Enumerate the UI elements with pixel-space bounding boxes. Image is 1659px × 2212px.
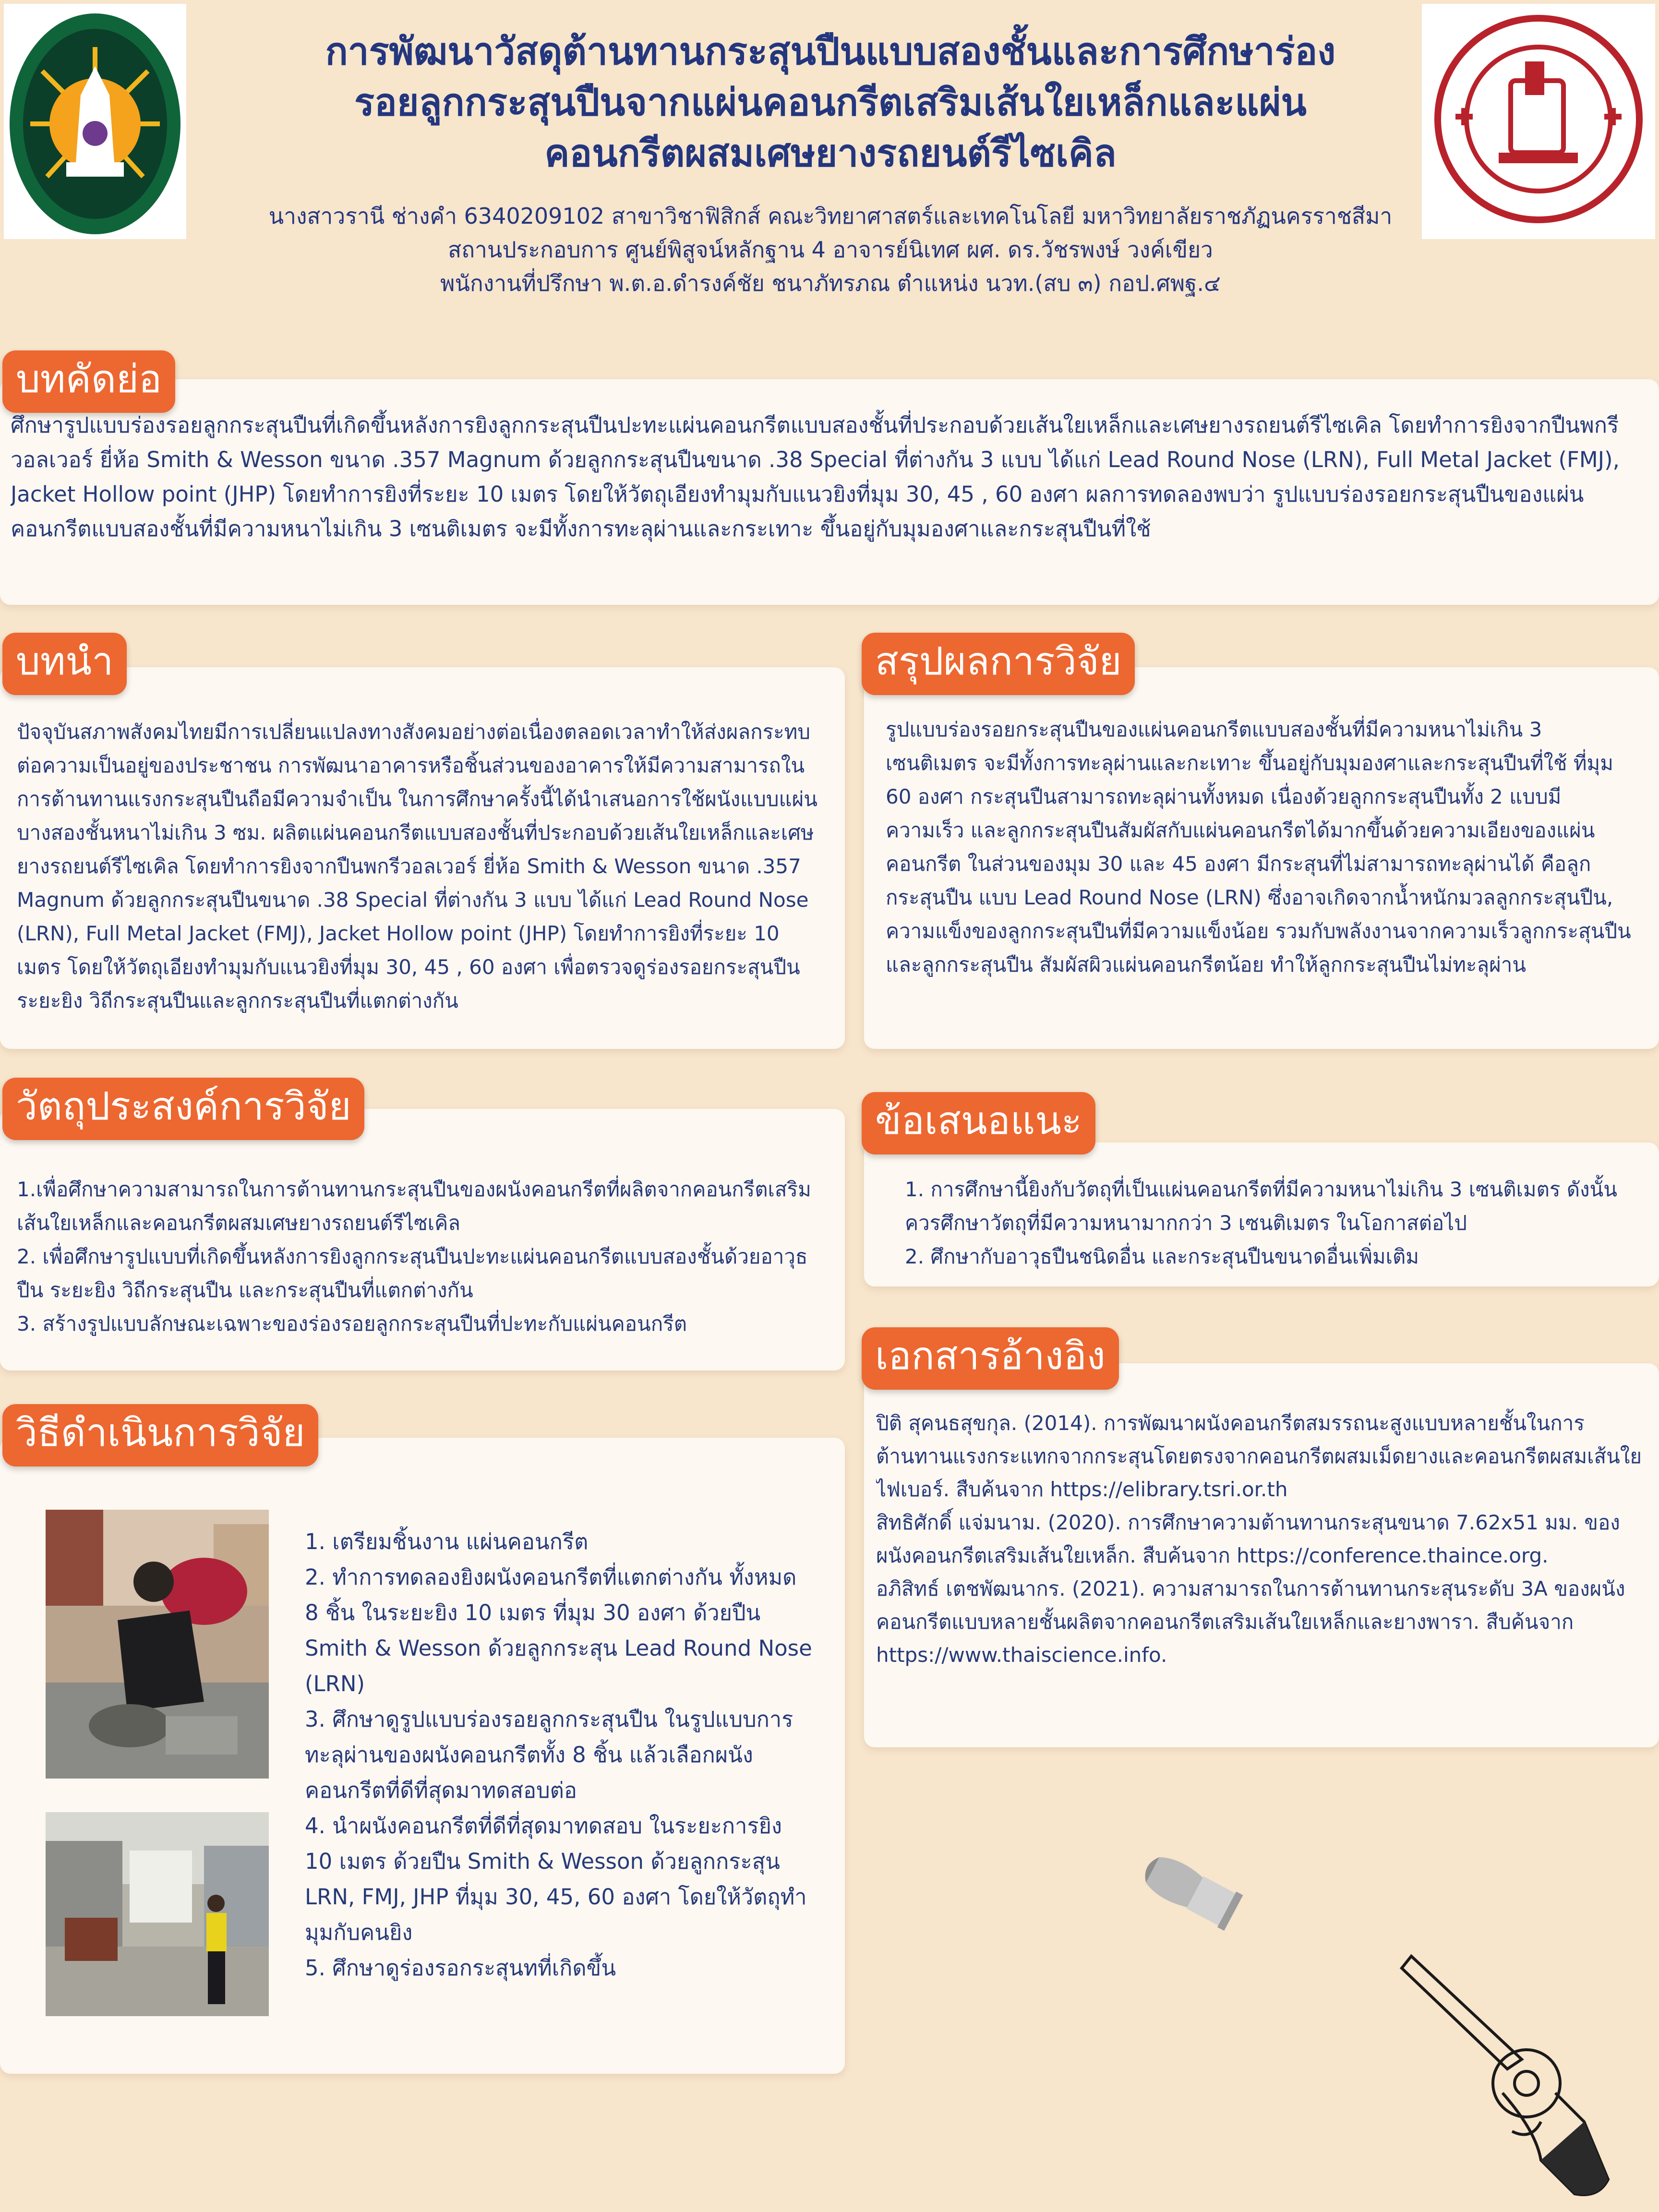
conclusion-heading: สรุปผลการวิจัย bbox=[862, 633, 1135, 695]
method-step: 3. ศึกษาดูรูปแบบร่องรอยลูกกระสุนปืน ในรูปแบบการทะลุผ่านของผนังคอนกรีตทั้ง 8 ชิ้น แล้วเลือกผนังคอนกรีตที่ดีที่สุดมาทดสอบต่อ bbox=[305, 1707, 793, 1803]
title-line: การพัฒนาวัสดุต้านทานกระสุนปืนแบบสองชั้นและการศึกษาร่อง bbox=[325, 30, 1336, 73]
title-line: รอยลูกกระสุนปืนจากแผ่นคอนกรีตเสริมเส้นใยเหล็กและแผ่น bbox=[354, 81, 1307, 124]
methods-heading: วิธีดำเนินการวิจัย bbox=[2, 1404, 318, 1467]
method-step: 2. ทำการทดลองยิงผนังคอนกรีตที่แตกต่างกัน ทั้งหมด 8 ชิ้น ในระยะยิง 10 เมตร ที่มุม 30 องศา ด้วยปืน Smith & Wesson ด้วยลูกกระสุน Lead Round Nose (LRN) bbox=[305, 1564, 812, 1696]
author-info bbox=[202, 199, 1459, 300]
objectives-heading: วัตถุประสงค์การวิจัย bbox=[2, 1078, 364, 1140]
conclusion-body: รูปแบบร่องรอยกระสุนปืนของแผ่นคอนกรีตแบบสองชั้นที่มีความหนาไม่เกิน 3 เซนติเมตร จะมีทั้งการทะลุผ่านและกะเทาะ ขึ้นอยู่กับมุมองศาและกระสุนปืนที่ใช้ ที่มุม 60 องศา กระสุนปืนสามารถทะลุผ่านทั้งหมด เนื่องด้วยลูกกระสุนปืนทั้ง 2 แบบมีความเร็ว และลูกกระสุนปืนสัมผัสกับแผ่นคอนกรีตได้มากขึ้นด้วยความเอียงของแผ่นคอนกรีต ในส่วนของมุม 30 และ 45 องศา มีกระสุนที่ไม่สามารถทะลุผ่านได้ คือลูกกระสุนปืน แบบ Lead Round Nose (LRN) ซึ่งอาจเกิดจากน้ำหนักมวลลูกกระสุนปืน, ความแข็งของลูกกระสุนปืนที่มีความแข็งน้อย รวมกับพลังงานจากความเร็วลูกกระสุนปืนและลูกกระสุนปืน สัมผัสผิวแผ่นคอนกรีตน้อย ทำให้ลูกกระสุนปืนไม่ทะลุผ่าน bbox=[886, 718, 1631, 976]
author-line: สถานประกอบการ ศูนย์พิสูจน์หลักฐาน 4 อาจารย์นิเทศ ผศ. ดร.วัชรพงษ์ วงค์เขียว bbox=[448, 237, 1213, 263]
method-step: 1. เตรียมชิ้นงาน แผ่นคอนกรีต bbox=[305, 1529, 589, 1554]
suggestions-heading: ข้อเสนอแนะ bbox=[862, 1092, 1095, 1154]
objective-item: 2. เพื่อศึกษารูปแบบที่เกิดขึ้นหลังการยิงลูกกระสุนปืนปะทะแผ่นคอนกรีตแบบสองชั้นด้วยอาวุธปืน ระยะยิง วิถีกระสุนปืน และกระสุนปืนที่แตกต่างกัน bbox=[17, 1245, 808, 1302]
methods-steps bbox=[305, 1524, 814, 2052]
reference-item: อภิสิทธ์ เตชพัฒนากร. (2021). ความสามารถในการต้านทานกระสุนระดับ 3A ของผนังคอนกรีตแบบหลายชั้นผลิตจากคอนกรีตเสริมเส้นใยเหล็กและยางพารา. สืบค้นจาก https://www.thaiscience.info. bbox=[876, 1577, 1625, 1667]
author-line: นางสาวรานี ช่างคำ 6340209102 สาขาวิชาฟิสิกส์ คณะวิทยาศาสตร์และเทคโนโลยี มหาวิทยาลัยราชภัฏนครราชสีมา bbox=[268, 203, 1393, 229]
intro-heading: บทนำ bbox=[2, 633, 127, 695]
revolver-icon bbox=[1382, 1949, 1632, 2208]
suggestions-list bbox=[905, 1173, 1635, 1278]
suggestion-item: 1. การศึกษานี้ยิงกับวัตถุที่เป็นแผ่นคอนกรีตที่มีความหนาไม่เกิน 3 เซนติเมตร ดังนั้นควรศึกษาวัตถุที่มีความหนามากกว่า 3 เซนติเมตร ในโอกาสต่อไป bbox=[905, 1178, 1617, 1235]
title-line: คอนกรีตผสมเศษยางรถยนต์รีไซเคิล bbox=[544, 132, 1117, 175]
abstract-heading: บทคัดย่อ bbox=[2, 350, 175, 413]
shooting-test-photo bbox=[46, 1812, 269, 2016]
method-step: 5. ศึกษาดูร่องรอกระสุนทที่เกิดขึ้น bbox=[305, 1955, 616, 1981]
suggestion-item: 2. ศึกษากับอาวุธปืนชนิดอื่น และกระสุนปืนขนาดอื่นเพิ่มเติม bbox=[905, 1245, 1419, 1268]
objective-item: 3. สร้างรูปแบบลักษณะเฉพาะของร่องรอยลูกกระสุนปืนที่ปะทะกับแผ่นคอนกรีต bbox=[17, 1312, 687, 1335]
intro-body: ปัจจุบันสภาพสังคมไทยมีการเปลี่ยนแปลงทางสังคมอย่างต่อเนื่องตลอดเวลาทำให้ส่งผลกระทบต่อความเป็นอยู่ของประชาชน การพัฒนาอาคารหรือชิ้นส่วนของอาคารให้มีความสามารถในการต้านทานแรงกระสุนปืนถือมีความจำเป็น ในการศึกษาครั้งนี้ได้นำเสนอการใช้ผนังแบบแผ่นบางสองชั้นหนาไม่เกิน 3 ซม. ผลิตแผ่นคอนกรีตแบบสองชั้นที่ประกอบด้วยเส้นใยเหล็กและเศษยางรถยนต์รีไซเคิล โดยทำการยิงจากปืนพกรีวอลเวอร์ ยี่ห้อ Smith & Wesson ขนาด .357 Magnum ด้วยลูกกระสุนปืนขนาด .38 Special ที่ต่างกัน 3 แบบ ได้แก่ Lead Round Nose (LRN), Full Metal Jacket (FMJ), Jacket Hollow point (JHP) โดยทำการยิงที่ระยะ 10 เมตร โดยให้วัตถุเอียงทำมุมกับแนวยิงที่มุม 30, 45 , 60 องศา เพื่อตรวจดูร่องรอยกระสุนปืน ระยะยิง วิถีกระสุนปืนและลูกกระสุนปืนที่แตกต่างกัน bbox=[17, 720, 817, 1012]
bullet-icon bbox=[1133, 1848, 1253, 1935]
concrete-preparation-photo bbox=[46, 1510, 269, 1779]
references-heading: เอกสารอ้างอิง bbox=[862, 1327, 1119, 1390]
reference-item: ปิติ สุคนธสุขกุล. (2014). การพัฒนาผนังคอนกรีตสมรรถนะสูงแบบหลายชั้นในการต้านทานแรงกระแทกจากกระสุนโดยตรงจากคอนกรีตผสมเม็ดยางและคอนกรีตผสมเส้นใยไฟเบอร์. สืบค้นจาก https://elibrary.tsri.or.th bbox=[876, 1411, 1642, 1501]
reference-item: สิทธิศักดิ์ แจ่มนาม. (2020). การศึกษาความต้านทานกระสุนขนาด 7.62x51 มม. ของผนังคอนกรีตเสริมเส้นใยเหล็ก. สืบค้นจาก https://conference.thaince.org. bbox=[876, 1511, 1620, 1567]
objective-item: 1.เพื่อศึกษาความสามารถในการต้านทานกระสุนปืนของผนังคอนกรีตที่ผลิตจากคอนกรีตเสริมเส้นใยเหล็กและคอนกรีตผสมเศษยางรถยนต์รีไซเคิล bbox=[17, 1178, 811, 1235]
author-line: พนักงานที่ปรึกษา พ.ต.อ.ดำรงค์ชัย ชนาภัทรภณ ตำแหน่ง นวท.(สบ ๓) กอป.ศพฐ.๔ bbox=[440, 270, 1221, 296]
abstract-body: ศึกษารูปแบบร่องรอยลูกกระสุนปืนที่เกิดขึ้นหลังการยิงลูกกระสุนปืนปะทะแผ่นคอนกรีตแบบสองชั้นที่ประกอบด้วยเส้นใยเหล็กและเศษยางรถยนต์รีไซเคิล โดยทำการยิงจากปืนพกรีวอลเวอร์ ยี่ห้อ Smith & Wesson ขนาด .357 Magnum ด้วยลูกกระสุนปืนขนาด .38 Special ที่ต่างกัน 3 แบบ ได้แก่ Lead Round Nose (LRN), Full Metal Jacket (FMJ), Jacket Hollow point (JHP) โดยทำการยิงที่ระยะ 10 เมตร โดยให้วัตถุเอียงทำมุมกับแนวยิงที่มุม 30, 45 , 60 องศา ผลการทดลองพบว่า รูปแบบร่องรอยกระสุนปืนของแผ่นคอนกรีตแบบสองชั้นที่มีความหนาไม่เกิน 3 เซนติเมตร จะมีทั้งการทะลุผ่านและกระเทาะ ขึ้นอยู่กับมุมองศาและกระสุนปืนที่ใช้ bbox=[11, 412, 1620, 541]
method-step: 4. นำผนังคอนกรีตที่ดีที่สุดมาทดสอบ ในระยะการยิง 10 เมตร ด้วยปืน Smith & Wesson ด้วยลูกกระสุน LRN, FMJ, JHP ที่มุม 30, 45, 60 องศา โดยให้วัตถุทำมุมกับคนยิง bbox=[305, 1813, 807, 1945]
objectives-list bbox=[17, 1173, 828, 1355]
university-logo bbox=[4, 4, 186, 239]
references-list bbox=[876, 1407, 1644, 1738]
poster-title bbox=[250, 26, 1411, 179]
